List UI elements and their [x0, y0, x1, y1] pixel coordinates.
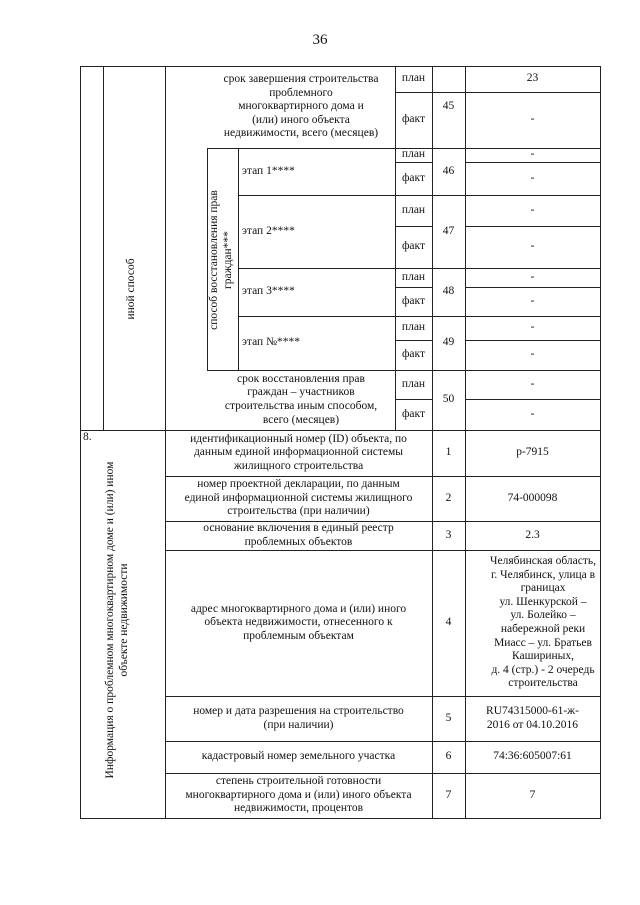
row-number: 45 — [442, 100, 455, 113]
field-label: номер проектной декларации, по данным единой информационной системы жилищного строительства (при наличии) — [184, 478, 413, 518]
field-value: 2.3 — [525, 528, 540, 541]
plan-label: план — [401, 270, 426, 283]
field-label: номер и дата разрешения на строительство (при наличии) — [193, 704, 404, 731]
row-number: 47 — [442, 224, 455, 237]
field-value: 74-000098 — [507, 491, 558, 504]
row-number: 48 — [442, 285, 455, 298]
fact-label: факт — [401, 240, 426, 253]
plan-label: план — [401, 148, 426, 161]
plan-value: - — [530, 321, 535, 334]
field-value: р-7915 — [516, 446, 549, 459]
fact-value: - — [530, 407, 535, 420]
plan-label: план — [401, 203, 426, 216]
field-value: 7 — [529, 788, 536, 801]
plan-label: план — [401, 321, 426, 334]
plan-value: - — [530, 203, 535, 216]
stage-2-label: этап 2**** — [242, 224, 295, 237]
fact-value: - — [530, 348, 535, 361]
fact-label: факт — [401, 113, 426, 126]
plan-value: - — [530, 148, 535, 161]
stage-1-label: этап 1**** — [242, 164, 295, 177]
fact-value: - — [530, 240, 535, 253]
row-number: 49 — [442, 336, 455, 349]
page-number: 36 — [312, 32, 328, 48]
fact-label: факт — [401, 407, 426, 420]
field-label: кадастровый номер земельного участка — [201, 750, 396, 763]
row-number: 4 — [445, 616, 452, 629]
section-title: Информация о проблемном многоквартирном доме и (или) ином объекте недвижимости — [104, 461, 130, 779]
plan-label: план — [401, 377, 426, 390]
row-number: 2 — [445, 491, 452, 504]
row-number: 5 — [445, 711, 452, 724]
completion-term-label: срок завершения строительства проблемного многоквартирного дома и (или) иного объекта недвижимости, всего (месяцев) — [223, 73, 379, 140]
fact-label: факт — [401, 294, 426, 307]
row-number: 3 — [445, 528, 452, 541]
fact-value: - — [530, 294, 535, 307]
field-label: степень строительной готовности многоквартирного дома и (или) иного объекта недвижимости, процентов — [185, 775, 412, 815]
row-number: 7 — [445, 788, 452, 801]
section-other-method: иной способ — [125, 258, 137, 320]
row-number: 46 — [442, 164, 455, 177]
field-value: RU74315000-61-ж- 2016 от 04.10.2016 — [486, 704, 579, 731]
stage-n-label: этап №**** — [242, 336, 301, 349]
field-label: основание включения в единый реестр проблемных объектов — [203, 521, 394, 548]
fact-value: - — [530, 171, 535, 184]
plan-value: - — [530, 377, 535, 390]
field-value: Челябинская область, г. Челябинск, улица в границах ул. Шенкурской – ул. Болейко – набережной реки Миасс – ул. Братьев Кашириных, д. 4 (стр.) - 2 очередь строительства — [490, 555, 596, 690]
fact-label: факт — [401, 171, 426, 184]
field-value: 74:36:605007:61 — [493, 750, 572, 763]
field-label: адрес многоквартирного дома и (или) иного объекта недвижимости, отнесенного к проблемным объектам — [190, 602, 407, 642]
row-number: 50 — [442, 393, 455, 406]
fact-value: - — [530, 113, 535, 126]
row-number: 1 — [445, 446, 452, 459]
row-number: 6 — [445, 750, 452, 763]
stage-3-label: этап 3**** — [242, 285, 295, 298]
fact-label: факт — [401, 348, 426, 361]
field-label: идентификационный номер (ID) объекта, по данным единой информационной системы жилищного строительства — [190, 432, 407, 472]
plan-label: план — [401, 72, 426, 85]
plan-value: - — [530, 270, 535, 283]
plan-value: 23 — [526, 72, 539, 85]
section-restore-method: способ восстановления прав граждан*** — [208, 190, 234, 330]
restore-term-label: срок восстановления прав граждан – участников строительства иным способом, всего (месяцев) — [224, 372, 378, 426]
section-number: 8. — [83, 431, 92, 444]
